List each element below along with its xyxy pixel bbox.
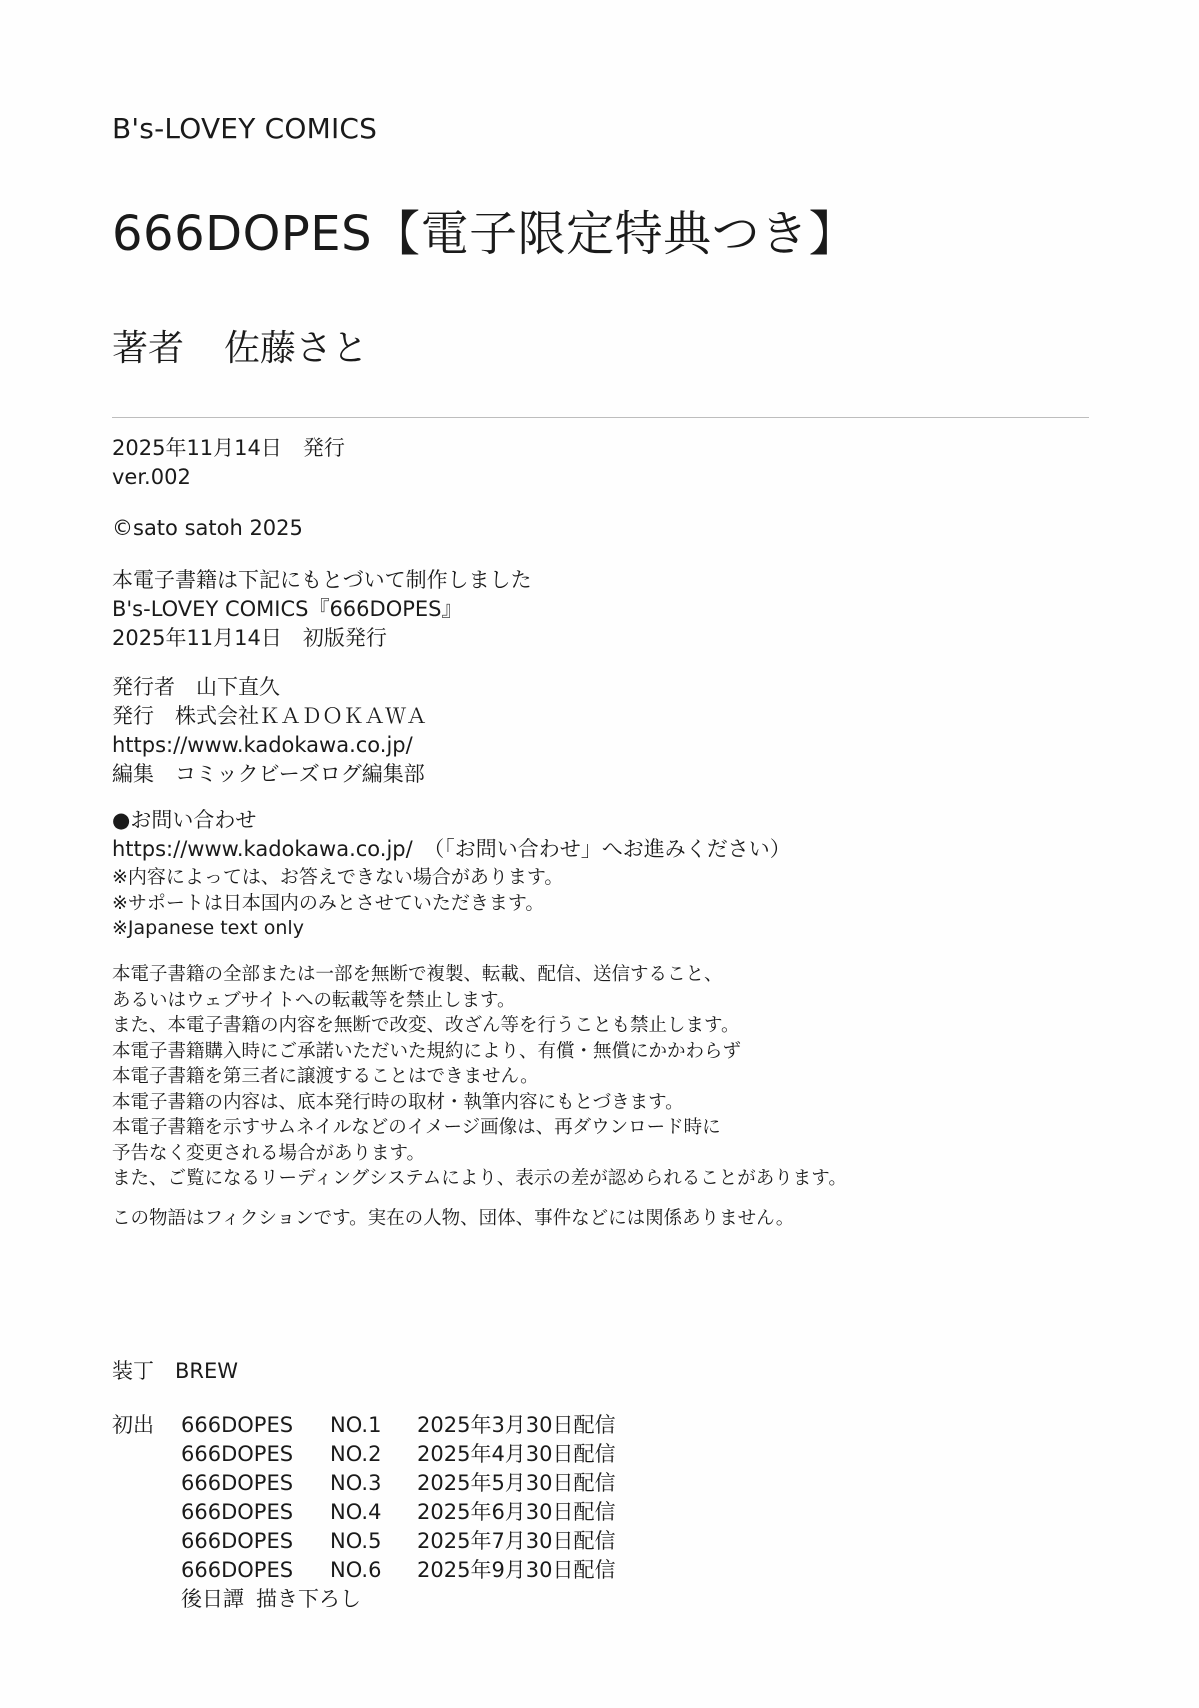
terms-line: あるいはウェブサイトへの転載等を禁止します。 xyxy=(112,989,516,1011)
terms-line: 本電子書籍購入時にご承諾いただいた規約により、有償・無償にかかわらず xyxy=(112,1040,742,1062)
version: ver.002 xyxy=(112,465,191,489)
inquiry-heading: ●お問い合わせ xyxy=(112,808,257,832)
terms-line: 本電子書籍を示すサムネイルなどのイメージ画像は、再ダウンロード時に xyxy=(112,1117,721,1138)
divider xyxy=(112,417,1089,418)
source-block xyxy=(112,566,532,653)
entry-number: NO.3 xyxy=(330,1471,382,1495)
book-title: 666DOPES【電子限定特典つき】 xyxy=(112,206,858,262)
terms-line: 予告なく変更される場合があります。 xyxy=(112,1142,426,1164)
note-line: ※サポートは日本国内のみとさせていただきます。 xyxy=(112,891,545,914)
entry-date: 2025年7月30日配信 xyxy=(417,1529,616,1553)
entry-date: 2025年5月30日配信 xyxy=(417,1471,616,1495)
terms-line: また、本電子書籍の内容を無断で改変、改ざん等を行うことも禁止します。 xyxy=(112,1015,740,1036)
note-line: ※内容によっては、お答えできない場合があります。 xyxy=(112,866,564,888)
entry-title: 666DOPES xyxy=(181,1558,294,1582)
publisher-block xyxy=(112,673,427,789)
author-label: 著者 xyxy=(112,328,185,369)
entry-number: NO.2 xyxy=(330,1442,382,1466)
copyright-block xyxy=(112,514,303,543)
entry-number: NO.4 xyxy=(330,1500,382,1524)
publication-block xyxy=(112,434,345,492)
publisher-company: 発行 株式会社ＫＡＤＯＫＡＷＡ xyxy=(112,704,427,728)
inquiry-url[interactable]: https://www.kadokawa.co.jp/ （「お問い合わせ」へお進みください） xyxy=(112,837,791,861)
entry-number: NO.6 xyxy=(330,1558,382,1582)
design-credit: 装丁 BREW xyxy=(112,1359,239,1383)
terms-line: 本電子書籍の内容は、底本発行時の取材・執筆内容にもとづきます。 xyxy=(112,1091,684,1113)
entry-number: NO.5 xyxy=(330,1529,382,1553)
series-name: B's-LOVEY COMICS xyxy=(112,112,378,145)
terms-block xyxy=(112,962,847,1192)
entry-date: 2025年3月30日配信 xyxy=(417,1413,616,1437)
terms-line: また、ご覧になるリーディングシステムにより、表示の差が認められることがあります。 xyxy=(112,1168,847,1189)
fiction-note: この物語はフィクションです。実在の人物、団体、事件などには関係ありません。 xyxy=(112,1208,795,1229)
entry-title: 666DOPES xyxy=(181,1471,294,1495)
publisher-url[interactable]: https://www.kadokawa.co.jp/ xyxy=(112,733,413,757)
inquiry-block xyxy=(112,806,791,864)
source-line: 本電子書籍は下記にもとづいて制作しました xyxy=(112,568,532,592)
entry-title: 666DOPES xyxy=(181,1413,294,1437)
author-name: 佐藤さと xyxy=(224,328,369,369)
fiction-block xyxy=(112,1206,794,1232)
editor: 編集 コミックビーズログ編集部 xyxy=(112,762,425,786)
extra-title: 後日譚 xyxy=(181,1587,244,1611)
entry-title: 666DOPES xyxy=(181,1500,294,1524)
publisher-person: 発行者 山下直久 xyxy=(112,675,280,699)
entry-date: 2025年4月30日配信 xyxy=(417,1442,616,1466)
first-published-label: 初出 xyxy=(112,1413,154,1437)
terms-line: 本電子書籍の全部または一部を無断で複製、転載、配信、送信すること、 xyxy=(112,964,723,985)
source-line: B's-LOVEY COMICS『666DOPES』 xyxy=(112,597,463,621)
entry-title: 666DOPES xyxy=(181,1529,294,1553)
terms-line: 本電子書籍を第三者に譲渡することはできません。 xyxy=(112,1066,539,1087)
publication-date: 2025年11月14日 発行 xyxy=(112,436,345,460)
entry-date: 2025年9月30日配信 xyxy=(417,1558,616,1582)
entry-title: 666DOPES xyxy=(181,1442,294,1466)
extra-note: 描き下ろし xyxy=(256,1587,361,1611)
entry-date: 2025年6月30日配信 xyxy=(417,1500,616,1524)
entry-number: NO.1 xyxy=(330,1413,382,1437)
note-line: ※Japanese text only xyxy=(112,917,304,939)
author-line xyxy=(112,320,368,371)
copyright: ©sato satoh 2025 xyxy=(112,516,303,540)
source-line: 2025年11月14日 初版発行 xyxy=(112,626,387,650)
design-block xyxy=(112,1357,238,1386)
inquiry-notes xyxy=(112,865,563,942)
